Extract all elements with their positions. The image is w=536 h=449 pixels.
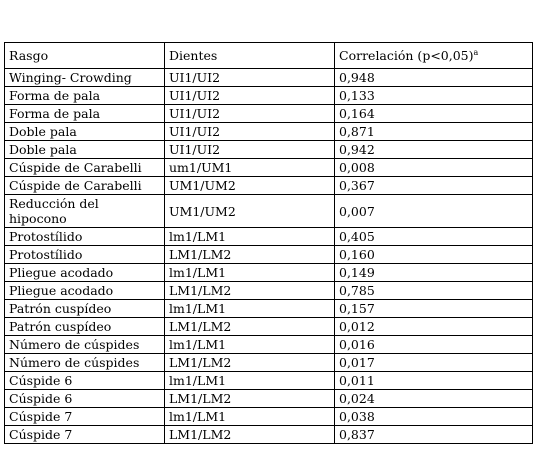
table-row [5,354,533,372]
table-row [5,300,533,318]
correlation-table-container [4,42,533,444]
table-row [5,372,533,390]
cell-teeth: UM1/UM2 [165,195,335,228]
table-row [5,69,533,87]
cell-teeth: LM1/LM2 [165,282,335,300]
cell-teeth: lm1/LM1 [165,408,335,426]
cell-trait: Cúspide 7 [5,426,165,444]
cell-trait: Forma de pala [5,87,165,105]
cell-correlation: 0,948 [335,69,533,87]
cell-trait: Cúspide de Carabelli [5,177,165,195]
cell-correlation: 0,012 [335,318,533,336]
correlation-table [4,42,533,444]
cell-correlation: 0,157 [335,300,533,318]
table-row [5,336,533,354]
cell-teeth: LM1/LM2 [165,390,335,408]
cell-teeth: um1/UM1 [165,159,335,177]
cell-correlation: 0,008 [335,159,533,177]
cell-teeth: LM1/LM2 [165,318,335,336]
cell-correlation: 0,017 [335,354,533,372]
cell-trait: Cúspide de Carabelli [5,159,165,177]
cell-teeth: lm1/LM1 [165,372,335,390]
table-row [5,282,533,300]
cell-correlation: 0,367 [335,177,533,195]
cell-correlation: 0,871 [335,123,533,141]
cell-teeth: lm1/LM1 [165,300,335,318]
cell-trait: Número de cúspides [5,336,165,354]
cell-teeth: LM1/LM2 [165,426,335,444]
table-row [5,159,533,177]
cell-teeth: UI1/UI2 [165,141,335,159]
header-correlation-text: Correlación (p<0,05) [339,48,474,63]
header-correlation-footnote-mark: a [473,47,479,57]
cell-teeth: lm1/LM1 [165,336,335,354]
cell-trait: Reducción del hipocono [5,195,165,228]
cell-correlation: 0,038 [335,408,533,426]
table-row [5,195,533,228]
cell-trait: Protostílido [5,228,165,246]
table-row [5,177,533,195]
cell-teeth: UI1/UI2 [165,105,335,123]
table-row [5,228,533,246]
table-row [5,105,533,123]
table-row [5,87,533,105]
table-row [5,390,533,408]
header-teeth: Dientes [165,43,335,69]
table-row [5,123,533,141]
cell-correlation: 0,942 [335,141,533,159]
cell-correlation: 0,405 [335,228,533,246]
table-row [5,264,533,282]
cell-teeth: UI1/UI2 [165,123,335,141]
header-correlation [335,43,533,69]
table-row [5,426,533,444]
cell-trait: Patrón cuspídeo [5,318,165,336]
cell-correlation: 0,837 [335,426,533,444]
cell-teeth: LM1/LM2 [165,246,335,264]
cell-correlation: 0,011 [335,372,533,390]
cell-trait: Pliegue acodado [5,282,165,300]
table-row [5,408,533,426]
cell-trait: Cúspide 7 [5,408,165,426]
cell-correlation: 0,164 [335,105,533,123]
cell-trait: Cúspide 6 [5,390,165,408]
cell-teeth: lm1/LM1 [165,228,335,246]
table-row [5,246,533,264]
cell-teeth: UI1/UI2 [165,69,335,87]
cell-correlation: 0,133 [335,87,533,105]
table-header-row [5,43,533,69]
cell-correlation: 0,160 [335,246,533,264]
cell-teeth: UI1/UI2 [165,87,335,105]
cell-trait: Número de cúspides [5,354,165,372]
table-body [5,69,533,444]
header-trait: Rasgo [5,43,165,69]
cell-correlation: 0,149 [335,264,533,282]
cell-trait: Forma de pala [5,105,165,123]
cell-correlation: 0,007 [335,195,533,228]
table-row [5,318,533,336]
cell-trait: Doble pala [5,123,165,141]
cell-trait: Doble pala [5,141,165,159]
cell-correlation: 0,024 [335,390,533,408]
cell-trait: Cúspide 6 [5,372,165,390]
cell-trait: Pliegue acodado [5,264,165,282]
cell-teeth: lm1/LM1 [165,264,335,282]
cell-trait: Patrón cuspídeo [5,300,165,318]
cell-correlation: 0,785 [335,282,533,300]
cell-correlation: 0,016 [335,336,533,354]
cell-trait: Winging- Crowding [5,69,165,87]
cell-trait: Protostílido [5,246,165,264]
table-row [5,141,533,159]
cell-teeth: LM1/LM2 [165,354,335,372]
cell-teeth: UM1/UM2 [165,177,335,195]
